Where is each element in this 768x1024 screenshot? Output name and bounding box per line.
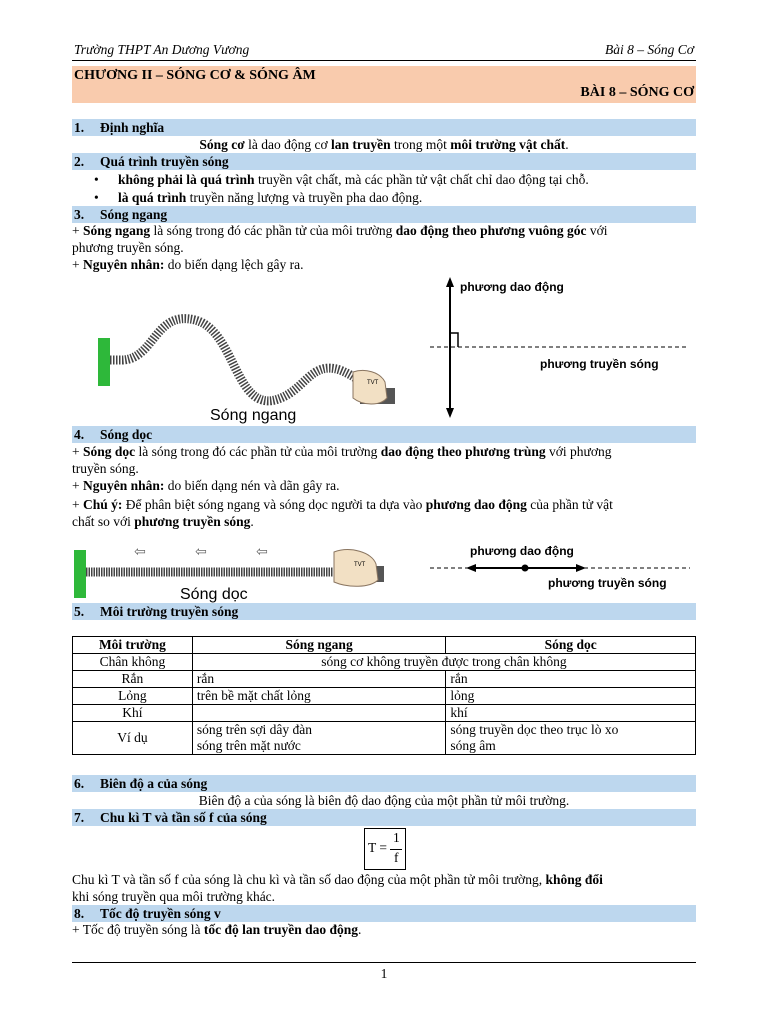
table-cell (446, 722, 696, 755)
arrow-left-icon (466, 564, 476, 572)
text: truyền vật chất, mà các phần tử vật chất chỉ dao động tại chỗ. (254, 172, 589, 187)
text: + Tốc độ truyền sóng là (72, 922, 204, 937)
text: + (72, 478, 83, 493)
table-cell: rắn (446, 671, 696, 688)
section-title: Biên độ a của sóng (100, 776, 208, 791)
section-number: 4. (74, 427, 85, 442)
arrow-down-icon (446, 408, 454, 418)
table-cell: Rắn (73, 671, 193, 688)
table-row (73, 671, 696, 688)
text-bold: lan truyền (331, 137, 391, 152)
oscillation-label: phương dao động (460, 280, 564, 294)
text: là sóng trong đó các phần tử của môi trường (135, 444, 381, 459)
hand-label: TVT (354, 562, 366, 568)
text-bold: phương dao động (425, 497, 527, 512)
section-number: 1. (74, 120, 85, 135)
cell-line: sóng trên sợi dây đàn (196, 722, 312, 737)
paragraph-line: khi sóng truyền qua môi trường khác. (72, 889, 276, 904)
section-number: 7. (74, 810, 85, 825)
section-title: Tốc độ truyền sóng v (100, 906, 221, 921)
hand-label: TVT (367, 380, 379, 386)
longitudinal-direction-diagram (428, 540, 696, 594)
text: . (250, 514, 254, 529)
text-bold: tốc độ lan truyền dao động (203, 922, 358, 937)
section-heading-5 (72, 603, 696, 620)
page-number: 1 (380, 966, 388, 981)
table-row (73, 688, 696, 705)
text-bold: phương truyền sóng (134, 514, 251, 529)
text: Để phân biệt sóng ngang và sóng dọc người ta dựa vào (122, 497, 426, 512)
lesson-title: BÀI 8 – SÓNG CƠ (580, 85, 694, 100)
text: trong một (390, 137, 451, 152)
table-row (73, 722, 696, 755)
section-number: 2. (74, 154, 85, 169)
hand (353, 370, 387, 404)
table-header-row (73, 637, 696, 654)
text: do biến dạng nén và dãn gây ra. (164, 478, 340, 493)
formula-box (364, 828, 406, 870)
table-cell: Lỏng (73, 688, 193, 705)
section-heading-2 (72, 153, 696, 170)
text-bold: Nguyên nhân: (83, 478, 165, 493)
section-heading-1 (72, 119, 696, 136)
page-header (72, 42, 696, 61)
propagation-label: phương truyền sóng (548, 576, 667, 590)
paragraph-line (72, 477, 696, 494)
text: của phần tử vật (526, 497, 613, 512)
section-number: 8. (74, 906, 85, 921)
wall-block (98, 338, 110, 386)
table-cell: trên bề mặt chất lỏng (192, 688, 446, 705)
arrow-up-icon (446, 277, 454, 287)
figure-caption: Sóng dọc (180, 586, 248, 603)
paragraph-line (72, 443, 696, 460)
text-bold: Nguyên nhân: (83, 257, 165, 272)
cell-line: sóng truyền dọc theo trục lò xo (450, 722, 619, 737)
section-heading-7 (72, 809, 696, 826)
paragraph-line: phương truyền sóng. (72, 240, 184, 255)
paragraph-line: truyền sóng. (72, 461, 139, 476)
paragraph-line (72, 222, 696, 239)
text-bold: Chú ý: (83, 497, 123, 512)
text: + (72, 257, 83, 272)
table-row (73, 705, 696, 722)
text: với (586, 223, 608, 238)
paragraph-line (72, 871, 696, 888)
transverse-direction-diagram (425, 275, 695, 420)
table-cell: Ví dụ (73, 722, 193, 755)
text: + (72, 223, 83, 238)
text: là sóng trong đó các phần tử của môi trường (150, 223, 396, 238)
text-bold: môi trường vật chất (450, 137, 566, 152)
section-title: Chu kì T và tần số f của sóng (100, 810, 267, 825)
section-title: Sóng ngang (100, 207, 168, 222)
figure-caption: Sóng ngang (210, 407, 297, 424)
formula-numerator: 1 (393, 830, 400, 845)
text: + (72, 497, 83, 512)
arrow-left-icon: ⇦ (134, 544, 146, 560)
cell-line: sóng trên mặt nước (196, 738, 301, 753)
text-bold: Sóng cơ (199, 137, 245, 152)
paragraph-line (72, 921, 696, 938)
arrow-right-icon (576, 564, 586, 572)
table-cell: sóng cơ không truyền được trong chân không (192, 654, 695, 671)
lesson-ref: Bài 8 – Sóng Cơ (605, 42, 694, 57)
text-bold: không đổi (545, 872, 603, 887)
definition-text (72, 136, 696, 153)
table-cell (192, 722, 446, 755)
footer-divider (72, 962, 696, 963)
paragraph-line (72, 496, 696, 513)
school-name: Trường THPT An Dương Vương (74, 42, 250, 57)
paragraph-line (72, 513, 696, 530)
amplitude-text: Biên độ a của sóng là biên độ dao động của một phần tử môi trường. (198, 793, 570, 808)
table-cell: lỏng (446, 688, 696, 705)
table-cell: Khí (73, 705, 193, 722)
text: . (565, 137, 569, 152)
section-heading-6 (72, 775, 696, 792)
section-number: 5. (74, 604, 85, 619)
text: là dao động cơ (244, 137, 332, 152)
column-header: Môi trường (73, 637, 193, 654)
chapter-title: CHƯƠNG II – SÓNG CƠ & SÓNG ÂM (74, 68, 316, 83)
section-heading-3 (72, 206, 696, 223)
text: truyền năng lượng và truyền pha dao động. (186, 190, 423, 205)
table-cell: rắn (192, 671, 446, 688)
wall-block (74, 550, 86, 598)
transverse-wave-figure (95, 300, 405, 425)
oscillation-label: phương dao động (470, 544, 574, 558)
section-heading-4 (72, 426, 696, 443)
text-bold: là quá trình (118, 190, 187, 205)
spring (110, 319, 375, 401)
text-bold: dao động theo phương trùng (380, 444, 546, 459)
right-angle-icon (450, 333, 458, 347)
formula-lhs: T = (368, 840, 387, 855)
table-cell: khí (446, 705, 696, 722)
table-row (73, 654, 696, 671)
formula-denominator: f (394, 850, 399, 865)
text: do biến dạng lệch gây ra. (164, 257, 304, 272)
column-header: Sóng ngang (192, 637, 446, 654)
cell-line: sóng âm (450, 738, 496, 753)
text-bold: dao động theo phương vuông góc (395, 223, 587, 238)
paragraph-line (72, 256, 696, 273)
text-bold: không phải là quá trình (118, 172, 255, 187)
propagation-label: phương truyền sóng (540, 357, 659, 371)
section-title: Sóng dọc (100, 427, 153, 442)
text-bold: Sóng dọc (83, 444, 136, 459)
section-number: 3. (74, 207, 85, 222)
particle-dot (522, 565, 529, 572)
longitudinal-wave-figure (72, 538, 392, 604)
section-heading-8 (72, 905, 696, 922)
text: với phương (545, 444, 612, 459)
text: Chu kì T và tần số f của sóng là chu kì và tần số dao động của một phần tử môi trường, (72, 872, 546, 887)
column-header: Sóng dọc (446, 637, 696, 654)
text: + (72, 444, 83, 459)
table-cell (192, 705, 446, 722)
arrow-left-icon: ⇦ (195, 544, 207, 560)
section-title: Quá trình truyền sóng (100, 154, 229, 169)
text-bold: Sóng ngang (83, 223, 151, 238)
medium-table (72, 636, 696, 755)
section-title: Định nghĩa (100, 120, 165, 135)
arrow-left-icon: ⇦ (256, 544, 268, 560)
section-number: 6. (74, 776, 85, 791)
text: . (358, 922, 362, 937)
section-title: Môi trường truyền sóng (100, 604, 239, 619)
table-cell: Chân không (73, 654, 193, 671)
chapter-banner (72, 66, 696, 103)
text: chất so với (72, 514, 135, 529)
